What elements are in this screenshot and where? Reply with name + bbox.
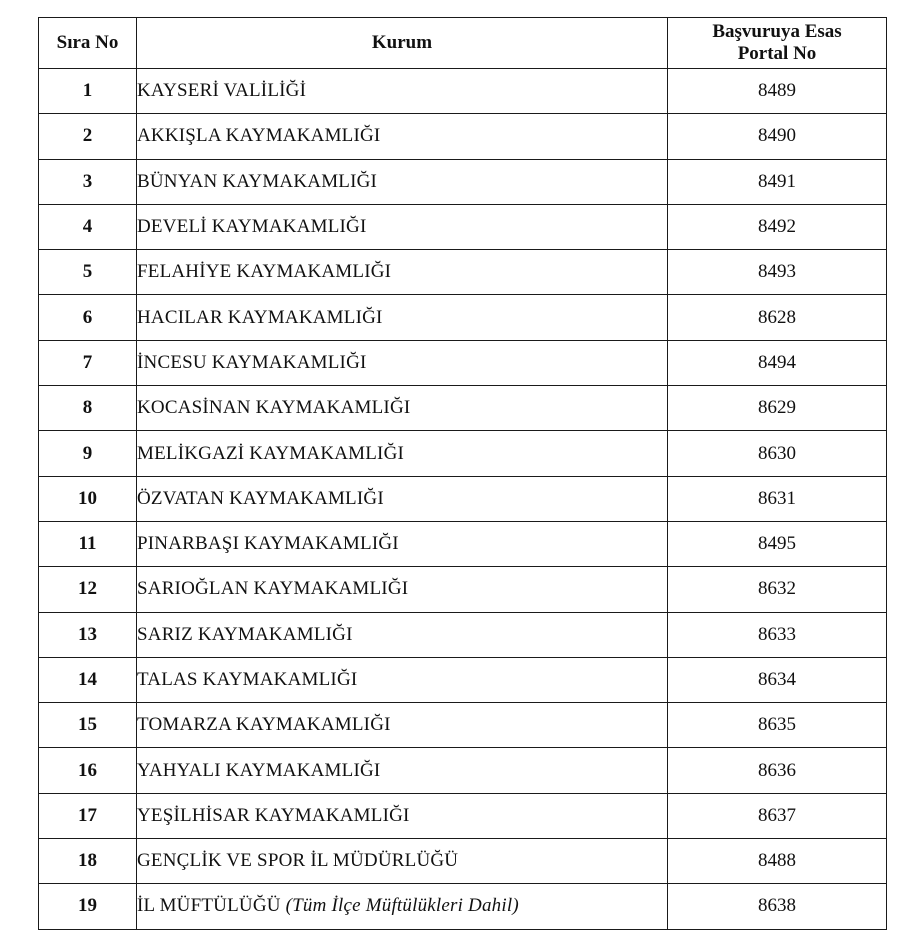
row-portal-no: 8489	[668, 69, 887, 114]
header-portal-no	[668, 18, 887, 69]
row-portal-no: 8631	[668, 476, 887, 521]
table-row	[39, 521, 887, 566]
institution-name: YAHYALI KAYMAKAMLIĞI	[137, 759, 381, 781]
row-institution	[137, 295, 668, 340]
institution-name: DEVELİ KAYMAKAMLIĞI	[137, 216, 367, 238]
institution-name: KAYSERİ VALİLİĞİ	[137, 80, 307, 102]
row-number: 11	[39, 521, 137, 566]
row-institution	[137, 567, 668, 612]
institution-table	[38, 17, 887, 930]
row-institution	[137, 612, 668, 657]
row-institution	[137, 340, 668, 385]
institution-name: BÜNYAN KAYMAKAMLIĞI	[137, 170, 378, 192]
table-row	[39, 748, 887, 793]
row-number: 18	[39, 839, 137, 884]
row-number: 2	[39, 114, 137, 159]
table-row	[39, 657, 887, 702]
table-row	[39, 250, 887, 295]
row-number: 3	[39, 159, 137, 204]
row-portal-no: 8636	[668, 748, 887, 793]
row-institution	[137, 204, 668, 249]
row-institution	[137, 657, 668, 702]
table-row	[39, 567, 887, 612]
institution-name: MELİKGAZİ KAYMAKAMLIĞI	[137, 442, 405, 464]
row-number: 19	[39, 884, 137, 929]
institution-name: PINARBAŞI KAYMAKAMLIĞI	[137, 533, 399, 555]
table-row	[39, 612, 887, 657]
row-institution	[137, 521, 668, 566]
table-row	[39, 159, 887, 204]
row-number: 1	[39, 69, 137, 114]
institution-name: KOCASİNAN KAYMAKAMLIĞI	[137, 397, 411, 419]
row-portal-no: 8494	[668, 340, 887, 385]
row-portal-no: 8632	[668, 567, 887, 612]
row-institution	[137, 431, 668, 476]
row-portal-no: 8493	[668, 250, 887, 295]
header-portal-line2: Portal No	[737, 43, 817, 64]
row-portal-no: 8488	[668, 839, 887, 884]
row-portal-no: 8638	[668, 884, 887, 929]
row-portal-no: 8492	[668, 204, 887, 249]
institution-name: FELAHİYE KAYMAKAMLIĞI	[137, 261, 392, 283]
table-row	[39, 703, 887, 748]
institution-name: HACILAR KAYMAKAMLIĞI	[137, 306, 383, 328]
institution-name: İL MÜFTÜLÜĞÜ	[137, 895, 281, 917]
table-row	[39, 431, 887, 476]
row-portal-no: 8634	[668, 657, 887, 702]
row-portal-no: 8490	[668, 114, 887, 159]
row-institution	[137, 748, 668, 793]
table-row	[39, 295, 887, 340]
row-number: 7	[39, 340, 137, 385]
row-institution	[137, 386, 668, 431]
table-body	[39, 69, 887, 930]
row-institution	[137, 793, 668, 838]
institution-name: AKKIŞLA KAYMAKAMLIĞI	[137, 125, 381, 147]
row-number: 9	[39, 431, 137, 476]
header-sira-no: Sıra No	[39, 18, 137, 69]
row-number: 15	[39, 703, 137, 748]
row-number: 5	[39, 250, 137, 295]
row-institution	[137, 884, 668, 929]
row-portal-no: 8628	[668, 295, 887, 340]
row-number: 13	[39, 612, 137, 657]
institution-note: (Tüm İlçe Müftülükleri Dahil)	[285, 895, 519, 917]
institution-name: ÖZVATAN KAYMAKAMLIĞI	[137, 487, 384, 509]
row-institution	[137, 159, 668, 204]
row-number: 16	[39, 748, 137, 793]
table-row	[39, 204, 887, 249]
table-row	[39, 69, 887, 114]
row-institution	[137, 69, 668, 114]
institution-name: SARIOĞLAN KAYMAKAMLIĞI	[137, 578, 409, 600]
row-portal-no: 8633	[668, 612, 887, 657]
table-row	[39, 884, 887, 929]
row-number: 12	[39, 567, 137, 612]
row-portal-no: 8629	[668, 386, 887, 431]
table-row	[39, 839, 887, 884]
row-institution	[137, 476, 668, 521]
institution-name: GENÇLİK VE SPOR İL MÜDÜRLÜĞÜ	[137, 850, 459, 872]
institution-name: YEŞİLHİSAR KAYMAKAMLIĞI	[137, 804, 410, 826]
table-row	[39, 340, 887, 385]
row-number: 6	[39, 295, 137, 340]
row-number: 4	[39, 204, 137, 249]
header-kurum: Kurum	[137, 18, 668, 69]
institution-name: TOMARZA KAYMAKAMLIĞI	[137, 714, 391, 736]
row-portal-no: 8637	[668, 793, 887, 838]
row-institution	[137, 839, 668, 884]
row-institution	[137, 250, 668, 295]
institution-name: İNCESU KAYMAKAMLIĞI	[137, 351, 367, 373]
row-institution	[137, 703, 668, 748]
table-row	[39, 476, 887, 521]
table-row	[39, 386, 887, 431]
institution-name: TALAS KAYMAKAMLIĞI	[137, 669, 358, 690]
row-portal-no: 8495	[668, 521, 887, 566]
row-institution	[137, 114, 668, 159]
row-number: 10	[39, 476, 137, 521]
table-row	[39, 114, 887, 159]
row-portal-no: 8491	[668, 159, 887, 204]
institution-name: SARIZ KAYMAKAMLIĞI	[137, 623, 353, 645]
row-portal-no: 8630	[668, 431, 887, 476]
table-header-row	[39, 18, 887, 69]
row-number: 8	[39, 386, 137, 431]
table-row	[39, 793, 887, 838]
row-portal-no: 8635	[668, 703, 887, 748]
row-number: 14	[39, 657, 137, 702]
header-portal-line1: Başvuruya Esas	[712, 21, 842, 42]
row-number: 17	[39, 793, 137, 838]
